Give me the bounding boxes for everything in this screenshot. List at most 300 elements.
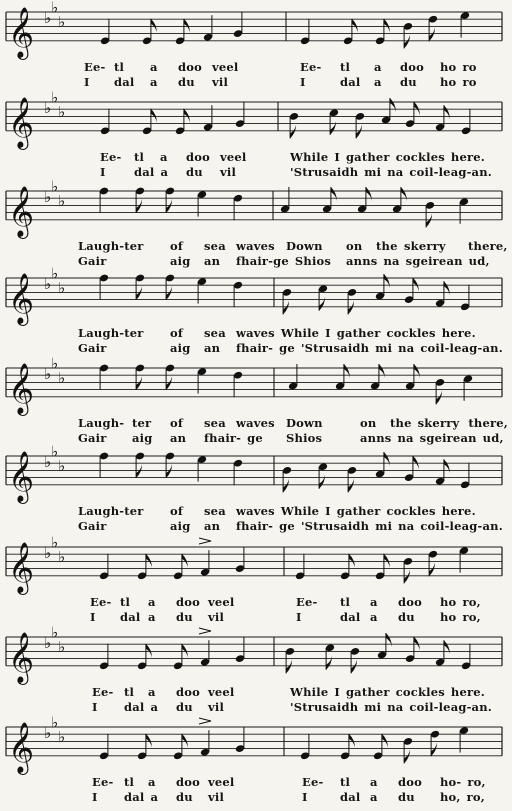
lyric-syllable: vil: [220, 165, 237, 179]
lyric-syllable: a: [370, 775, 378, 789]
lyric-syllable: ho: [440, 60, 457, 74]
lyric-syllable: gather: [345, 685, 390, 699]
lyric-syllable: ho-: [440, 775, 462, 789]
lyric-syllable: ge: [247, 431, 263, 445]
lyric-syllable: I: [92, 700, 98, 714]
flat-icon: ♭: [58, 102, 66, 121]
lyric-syllable: dal: [124, 790, 145, 804]
note-flag: [444, 640, 450, 654]
lyric-syllable: du: [176, 700, 193, 714]
lyric-line-english: [0, 60, 512, 74]
flat-icon: ♭: [51, 354, 59, 373]
lyric-syllable: tl: [120, 595, 131, 609]
lyric-syllable: I: [100, 165, 106, 179]
staff-system-5: [0, 354, 512, 448]
lyric-syllable: cockles: [395, 150, 445, 164]
lyric-syllable: tl: [124, 685, 135, 699]
lyric-syllable: gather: [345, 150, 390, 164]
treble-clef-icon: 𝄞: [8, 362, 35, 414]
note-flag: [286, 659, 292, 673]
lyric-syllable: a: [370, 790, 378, 804]
flat-icon: ♭: [51, 623, 59, 642]
lyric-syllable: there,: [468, 416, 508, 430]
lyric-syllable: sea: [204, 326, 226, 340]
lyric-syllable: a: [370, 595, 378, 609]
note-flag: [379, 364, 385, 378]
flat-icon: ♭: [51, 264, 59, 283]
note-flag: [166, 376, 172, 390]
lyric-syllable: tl: [340, 60, 351, 74]
note-flag: [351, 659, 357, 673]
staff: [0, 442, 512, 502]
lyric-syllable: veel: [208, 775, 235, 789]
note-flag: [151, 19, 157, 33]
lyric-syllable: sea: [204, 504, 226, 518]
lyric-syllable: While: [290, 685, 329, 699]
lyric-syllable: Shios: [286, 431, 323, 445]
flat-icon: ♭: [51, 442, 59, 461]
flat-icon: ♭: [44, 634, 52, 653]
treble-clef-icon: 𝄞: [8, 96, 35, 148]
lyric-syllable: fhair-: [236, 341, 274, 355]
note-flag: [414, 637, 420, 651]
lyric-syllable: While: [280, 504, 320, 518]
treble-clef-icon: 𝄞: [8, 450, 35, 502]
lyric-line-gaelic: [0, 700, 512, 714]
lyric-syllable: a: [160, 165, 169, 179]
lyric-syllable: vil: [208, 790, 225, 804]
note-flag: [384, 554, 390, 568]
staff-system-8: [0, 623, 512, 717]
lyric-syllable: coil-leag-an.: [409, 700, 492, 714]
note-flag: [182, 554, 188, 568]
note-flag: [431, 742, 437, 756]
lyric-syllable: of: [170, 416, 184, 430]
lyric-syllable: 'Strusaidh: [300, 519, 370, 533]
note-flag: [349, 554, 355, 568]
note-flag: [386, 633, 392, 647]
lyric-syllable: coil-leag-an.: [420, 519, 503, 533]
lyric-line-english: [0, 150, 512, 164]
accent-mark-icon: [199, 718, 211, 724]
note-flag: [184, 19, 190, 33]
lyric-syllable: 'Strusaidh: [290, 165, 359, 179]
flat-icon: ♭: [58, 278, 66, 297]
lyric-line-english: [0, 504, 512, 518]
lyric-syllable: waves: [236, 239, 275, 253]
note-flag: [136, 376, 142, 390]
flat-icon: ♭: [58, 637, 66, 656]
lyric-line-gaelic: [0, 341, 512, 355]
lyric-syllable: mi: [375, 341, 393, 355]
note-flag: [390, 98, 396, 112]
lyric-syllable: ud,: [468, 254, 490, 268]
staff: [0, 0, 512, 58]
lyric-syllable: mi: [364, 165, 382, 179]
lyric-syllable: Ee-: [100, 150, 122, 164]
lyric-syllable: tl: [124, 775, 135, 789]
note-flag: [184, 109, 190, 123]
note-flag: [166, 199, 172, 213]
lyric-syllable: Gair: [78, 341, 107, 355]
lyric-syllable: tl: [134, 150, 145, 164]
lyric-syllable: here.: [450, 150, 485, 164]
lyric-syllable: there,: [468, 239, 508, 253]
lyric-syllable: Laugh-: [78, 416, 125, 430]
lyric-syllable: I: [325, 326, 331, 340]
flat-icon: ♭: [51, 177, 59, 196]
lyric-line-english: [0, 416, 512, 430]
lyric-syllable: na: [398, 341, 415, 355]
lyric-syllable: I: [296, 610, 302, 624]
note-flag: [444, 281, 450, 295]
flat-icon: ♭: [44, 9, 52, 28]
lyric-syllable: sgeirean: [405, 254, 463, 268]
note-flag: [182, 734, 188, 748]
lyric-syllable: skerry: [404, 239, 446, 253]
note-flag: [384, 452, 390, 466]
lyric-syllable: na: [387, 165, 404, 179]
lyric-syllable: Ee-: [302, 775, 324, 789]
lyric-syllable: on: [360, 416, 377, 430]
lyric-syllable: tl: [114, 60, 125, 74]
lyric-syllable: du: [178, 75, 195, 89]
lyric-syllable: coil-leag-an.: [420, 341, 503, 355]
note-flag: [356, 124, 362, 138]
note-flag: [146, 734, 152, 748]
lyric-syllable: dal: [340, 790, 361, 804]
note-flag: [182, 644, 188, 658]
lyric-syllable: a: [150, 700, 159, 714]
lyric-line-gaelic: [0, 610, 512, 624]
note-flag: [384, 274, 390, 288]
lyric-syllable: du: [398, 610, 415, 624]
lyric-syllable: Shios: [294, 254, 332, 268]
lyric-line-gaelic: [0, 165, 512, 179]
note-flag: [326, 656, 332, 670]
staff: [0, 264, 512, 324]
note-flag: [283, 478, 289, 492]
lyric-line-english: [0, 239, 512, 253]
lyric-syllable: ro: [462, 60, 477, 74]
lyric-syllable: na: [398, 519, 415, 533]
lyric-syllable: an: [204, 254, 221, 268]
lyric-syllable: coil-leag-an.: [409, 165, 492, 179]
lyric-syllable: Laugh-ter: [78, 239, 144, 253]
staff-system-3: [0, 177, 512, 271]
lyric-syllable: sea: [204, 416, 226, 430]
lyric-syllable: Laugh-ter: [78, 504, 144, 518]
lyric-syllable: tl: [340, 775, 351, 789]
lyric-syllable: While: [280, 326, 320, 340]
lyric-line-gaelic: [0, 254, 512, 268]
lyric-syllable: a: [374, 75, 382, 89]
note-flag: [331, 187, 337, 201]
lyric-syllable: a: [150, 75, 158, 89]
lyric-syllable: of: [170, 326, 184, 340]
lyric-syllable: cockles: [386, 326, 436, 340]
lyric-syllable: Down: [286, 416, 323, 430]
flat-icon: ♭: [58, 456, 66, 475]
lyric-syllable: ro,: [466, 790, 485, 804]
note-flag: [349, 734, 355, 748]
lyric-syllable: doo: [186, 150, 210, 164]
lyric-syllable: fhair-: [204, 431, 242, 445]
note-flag: [429, 27, 435, 41]
lyric-syllable: du: [176, 610, 193, 624]
lyric-syllable: a: [150, 790, 159, 804]
treble-clef-icon: 𝄞: [8, 272, 35, 324]
flat-icon: ♭: [58, 368, 66, 387]
staff: [0, 713, 512, 773]
lyric-syllable: here.: [450, 685, 485, 699]
staff-system-2: [0, 88, 512, 182]
flat-icon: ♭: [51, 88, 59, 107]
staff-system-7: [0, 533, 512, 627]
note-flag: [384, 19, 390, 33]
note-flag: [382, 734, 388, 748]
lyric-syllable: mi: [364, 700, 382, 714]
lyric-syllable: a: [148, 775, 156, 789]
note-flag: [166, 464, 172, 478]
lyric-line-gaelic: [0, 790, 512, 804]
lyric-syllable: dal: [120, 610, 141, 624]
lyric-syllable: aig: [170, 254, 191, 268]
note-flag: [444, 459, 450, 473]
lyric-syllable: du: [186, 165, 203, 179]
lyric-syllable: Ee-: [92, 775, 114, 789]
staff: [0, 354, 512, 414]
note-flag: [414, 364, 420, 378]
lyric-syllable: veel: [212, 60, 239, 74]
lyric-syllable: waves: [236, 326, 275, 340]
note-flag: [283, 300, 289, 314]
note-flag: [404, 34, 410, 48]
lyric-syllable: dal: [340, 610, 361, 624]
lyric-syllable: anns: [360, 431, 392, 445]
note-flag: [413, 278, 419, 292]
lyric-syllable: here.: [441, 504, 476, 518]
note-flag: [436, 390, 442, 404]
lyric-syllable: doo: [176, 775, 200, 789]
lyric-syllable: ge: [279, 341, 295, 355]
lyric-syllable: mi: [375, 519, 393, 533]
lyric-syllable: doo: [178, 60, 202, 74]
staff-system-4: [0, 264, 512, 358]
lyric-syllable: a: [370, 610, 378, 624]
lyric-line-english: [0, 685, 512, 699]
note-flag: [319, 475, 325, 489]
treble-clef-icon: 𝄞: [8, 721, 35, 773]
lyric-syllable: na: [383, 254, 400, 268]
flat-icon: ♭: [44, 275, 52, 294]
note-flag: [136, 286, 142, 300]
lyric-syllable: du: [400, 75, 417, 89]
lyric-syllable: dal: [134, 165, 155, 179]
note-flag: [166, 286, 172, 300]
lyric-syllable: I: [325, 504, 331, 518]
note-flag: [348, 300, 354, 314]
note-flag: [366, 187, 372, 201]
lyric-syllable: the: [376, 239, 398, 253]
note-flag: [404, 569, 410, 583]
lyric-syllable: vil: [212, 75, 229, 89]
accent-mark-icon: [199, 538, 211, 544]
note-flag: [136, 464, 142, 478]
treble-clef-icon: 𝄞: [8, 541, 35, 593]
note-flag: [146, 554, 152, 568]
lyric-syllable: vil: [208, 700, 225, 714]
lyric-syllable: an: [204, 519, 221, 533]
lyric-syllable: 'Strusaidh: [300, 341, 370, 355]
lyric-syllable: doo: [398, 775, 422, 789]
flat-icon: ♭: [44, 724, 52, 743]
lyric-syllable: a: [148, 685, 156, 699]
lyric-syllable: waves: [236, 416, 275, 430]
flat-icon: ♭: [51, 533, 59, 552]
lyric-syllable: na: [387, 700, 404, 714]
lyric-syllable: I: [90, 610, 96, 624]
lyric-syllable: na: [397, 431, 414, 445]
lyric-syllable: Gair: [78, 519, 107, 533]
lyric-syllable: skerry: [417, 416, 460, 430]
staff: [0, 177, 512, 237]
lyric-line-gaelic: [0, 431, 512, 445]
note-flag: [413, 456, 419, 470]
note-flag: [404, 749, 410, 763]
staff: [0, 88, 512, 148]
lyric-line-gaelic: [0, 519, 512, 533]
lyric-syllable: doo: [398, 595, 422, 609]
lyric-syllable: an: [204, 341, 221, 355]
lyric-syllable: veel: [220, 150, 247, 164]
lyric-syllable: ho: [440, 75, 457, 89]
lyric-syllable: ter: [132, 416, 152, 430]
note-flag: [352, 19, 358, 33]
lyric-syllable: a: [148, 610, 156, 624]
lyric-syllable: ud,: [482, 431, 504, 445]
staff: [0, 623, 512, 683]
note-flag: [319, 297, 325, 311]
lyric-syllable: the: [390, 416, 412, 430]
lyric-syllable: vil: [208, 610, 225, 624]
lyric-line-gaelic: [0, 75, 512, 89]
lyric-syllable: veel: [208, 595, 235, 609]
note-flag: [414, 102, 420, 116]
flat-icon: ♭: [58, 547, 66, 566]
lyric-syllable: dal: [340, 75, 361, 89]
lyric-syllable: ho: [440, 610, 457, 624]
flat-icon: ♭: [51, 0, 59, 17]
lyric-line-english: [0, 775, 512, 789]
note-flag: [444, 105, 450, 119]
lyric-syllable: cockles: [386, 504, 436, 518]
lyric-line-english: [0, 595, 512, 609]
staff-system-1: [0, 2, 512, 92]
lyric-syllable: Gair: [78, 254, 107, 268]
lyric-syllable: gather: [336, 504, 381, 518]
lyric-syllable: here.: [441, 326, 476, 340]
flat-icon: ♭: [51, 713, 59, 732]
lyric-syllable: Ee-: [84, 60, 106, 74]
treble-clef-icon: 𝄞: [8, 631, 35, 683]
lyric-syllable: anns: [346, 254, 378, 268]
lyric-syllable: tl: [340, 595, 351, 609]
lyric-syllable: of: [170, 239, 184, 253]
lyric-syllable: sea: [204, 239, 226, 253]
flat-icon: ♭: [44, 365, 52, 384]
lyric-syllable: Ee-: [300, 60, 322, 74]
lyric-syllable: I: [302, 790, 308, 804]
lyric-syllable: a: [148, 595, 156, 609]
lyric-syllable: I: [84, 75, 90, 89]
lyric-syllable: ho,: [440, 790, 461, 804]
lyric-syllable: ge: [279, 519, 295, 533]
lyric-syllable: I: [300, 75, 306, 89]
lyric-syllable: doo: [176, 595, 200, 609]
lyric-syllable: ro: [462, 75, 477, 89]
flat-icon: ♭: [58, 191, 66, 210]
flat-icon: ♭: [44, 544, 52, 563]
staff-system-6: [0, 442, 512, 536]
lyric-syllable: ro,: [462, 610, 481, 624]
lyric-syllable: a: [160, 150, 168, 164]
note-flag: [330, 121, 336, 135]
lyric-syllable: a: [374, 60, 382, 74]
treble-clef-icon: 𝄞: [8, 6, 35, 58]
lyric-syllable: du: [176, 790, 193, 804]
lyric-syllable: dal: [124, 700, 145, 714]
staff: [0, 533, 512, 593]
note-flag: [426, 213, 432, 227]
lyric-syllable: a: [150, 60, 158, 74]
lyric-syllable: 'Strusaidh: [290, 700, 359, 714]
lyric-syllable: cockles: [395, 685, 445, 699]
note-flag: [429, 562, 435, 576]
lyric-syllable: du: [398, 790, 415, 804]
lyric-syllable: Ee-: [92, 685, 114, 699]
lyric-syllable: aig: [170, 519, 191, 533]
lyric-syllable: gather: [336, 326, 381, 340]
note-flag: [290, 124, 296, 138]
lyric-syllable: an: [170, 431, 187, 445]
note-flag: [136, 199, 142, 213]
accent-mark-icon: [199, 628, 211, 634]
lyric-syllable: ro,: [467, 775, 486, 789]
note-flag: [401, 187, 407, 201]
note-flag: [344, 364, 350, 378]
lyric-syllable: Gair: [78, 431, 107, 445]
lyric-syllable: ho: [440, 595, 457, 609]
flat-icon: ♭: [44, 99, 52, 118]
lyric-syllable: aig: [170, 341, 191, 355]
lyric-syllable: doo: [176, 685, 200, 699]
lyric-syllable: veel: [208, 685, 235, 699]
lyric-syllable: Down: [286, 239, 323, 253]
lyric-syllable: on: [346, 239, 363, 253]
lyric-syllable: ro,: [462, 595, 481, 609]
note-flag: [146, 644, 152, 658]
lyric-syllable: I: [334, 685, 340, 699]
flat-icon: ♭: [44, 188, 52, 207]
treble-clef-icon: 𝄞: [8, 185, 35, 237]
flat-icon: ♭: [58, 727, 66, 746]
lyric-syllable: Ee-: [90, 595, 112, 609]
lyric-syllable: doo: [400, 60, 424, 74]
lyric-syllable: of: [170, 504, 184, 518]
lyric-syllable: sgeirean: [419, 431, 477, 445]
lyric-syllable: While: [290, 150, 329, 164]
